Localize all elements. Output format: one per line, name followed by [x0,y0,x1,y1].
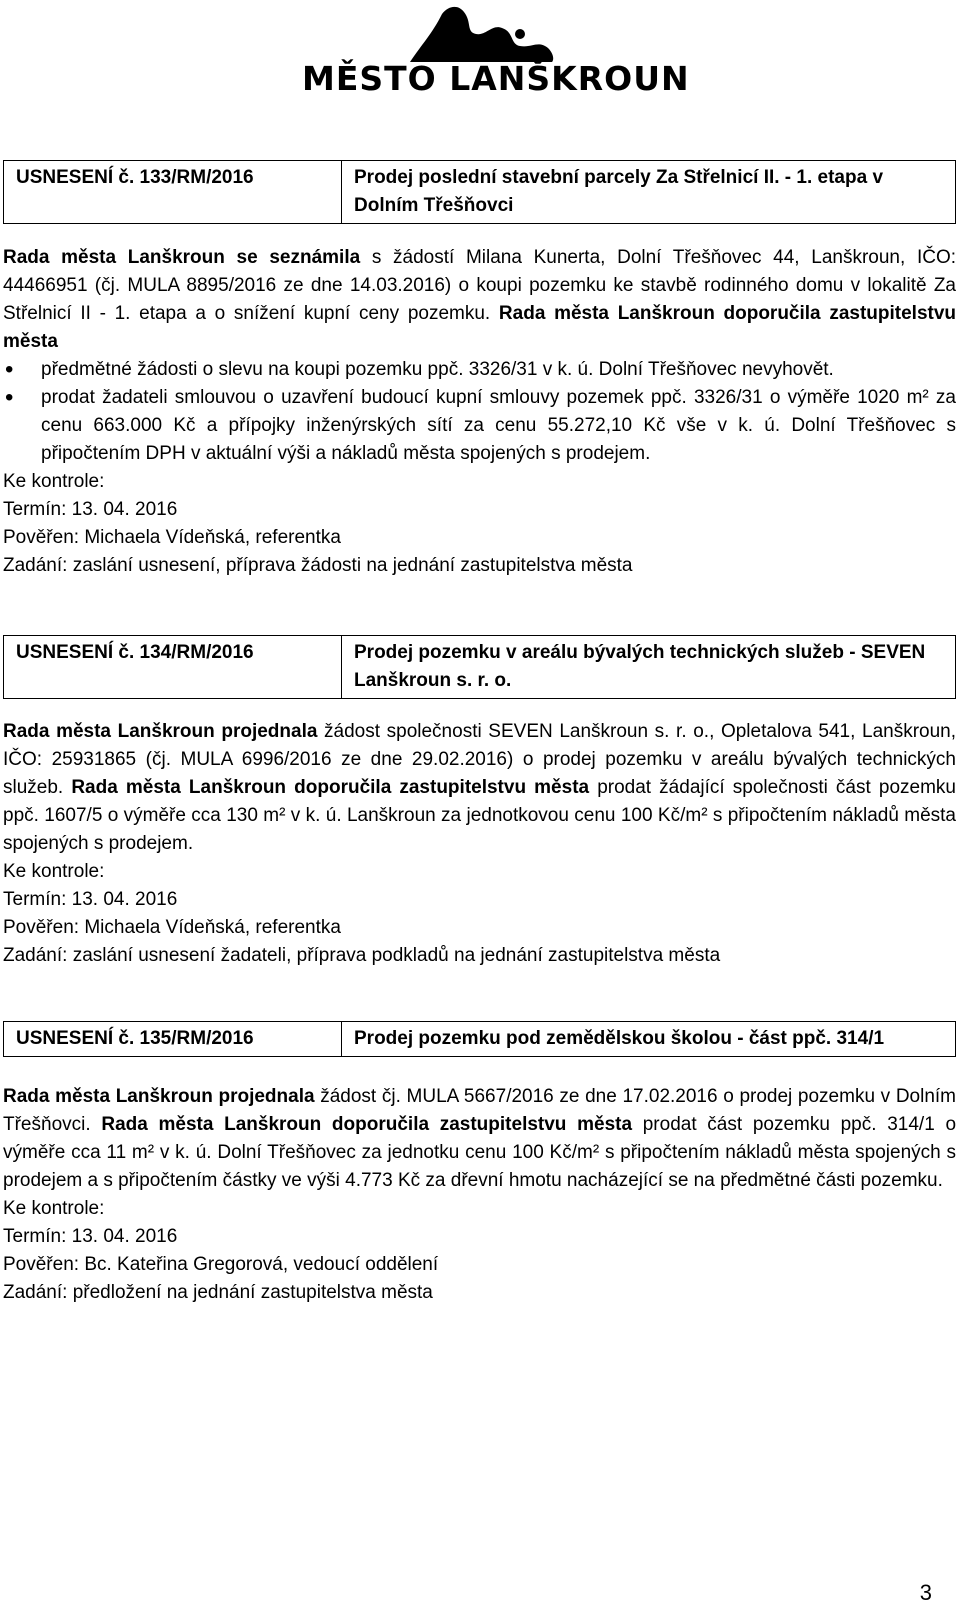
list-item: • předmětné žádosti o slevu na koupi pozemku ppč. 3326/31 v k. ú. Dolní Třešňovec nevyhovět. [3,356,956,384]
resolution-title: Prodej pozemku v areálu bývalých technických služeb - SEVEN Lanškroun s. r. o. [354,642,926,691]
task: Zadání: předložení na jednání zastupitelstva města [3,1282,433,1303]
assigned-person: Pověřen: Michaela Vídeňská, referentka [3,917,341,938]
city-logo [302,4,690,122]
lanskroun-emblem-icon [402,4,562,64]
resolution-intro: Rada města Lanškroun projednala žádost společnosti SEVEN Lanškroun s. r. o., Opletalova 541, Lanškroun, IČO: 25931865 (čj. MULA 6996/2016 ze dne 29.02.2016) o prodej pozemku v areálu bývalých technických služeb. Rada města Lanškroun doporučila zastupitelstvu města prodat žádající společnosti část pozemku ppč. 1607/5 o výměře cca 130 m² v k. ú. Lanškroun za jednotkovou cenu 100 Kč/m² s připočtením nákladů města spojených s prodejem. [3,721,957,854]
resolution-bullets [3,356,956,468]
deadline: Termín: 13. 04. 2016 [3,889,178,910]
control-label: Ke kontrole: [3,1198,105,1219]
resolution-intro: Rada města Lanškroun projednala žádost čj. MULA 5667/2016 ze dne 17.02.2016 o prodej pozemku v Dolním Třešňovci. Rada města Lanškroun doporučila zastupitelstvu města prodat část pozemku ppč. 314/1 o výměře cca 11 m² v k. ú. Dolní Třešňovec za jednotku cenu 100 Kč/m² s připočtením nákladů města spojených s prodejem a s připočtením částky ve výši 4.773 Kč za dřevní hmotu nacházející se na předmětné části pozemku. [3,1086,957,1191]
resolution-body-135 [3,1083,956,1307]
control-label: Ke kontrole: [3,471,105,492]
resolution-header-134 [3,635,956,699]
resolution-body-134 [3,718,956,970]
assigned-person: Pověřen: Michaela Vídeňská, referentka [3,527,341,548]
resolution-id: USNESENÍ č. 135/RM/2016 [16,1028,254,1049]
resolution-id: USNESENÍ č. 133/RM/2016 [16,167,254,188]
resolution-title: Prodej pozemku pod zemědělskou školou - část ppč. 314/1 [354,1028,885,1049]
page-number: 3 [919,1580,932,1605]
assigned-person: Pověřen: Bc. Kateřina Gregorová, vedoucí oddělení [3,1254,439,1275]
deadline: Termín: 13. 04. 2016 [3,1226,178,1247]
control-label: Ke kontrole: [3,861,105,882]
resolution-id: USNESENÍ č. 134/RM/2016 [16,642,254,663]
resolution-body-133 [3,244,956,580]
resolution-title: Prodej poslední stavební parcely Za Střelnicí II. - 1. etapa v Dolním Třešňovci [354,167,884,216]
resolution-header-133 [3,160,956,224]
resolution-header-135 [3,1021,956,1057]
task: Zadání: zaslání usnesení žadateli, příprava podkladů na jednání zastupitelstva města [3,945,721,966]
deadline: Termín: 13. 04. 2016 [3,499,178,520]
task: Zadání: zaslání usnesení, příprava žádosti na jednání zastupitelstva města [3,555,633,576]
list-item: • prodat žadateli smlouvou o uzavření budoucí kupní smlouvy pozemek ppč. 3326/31 o výměře 1020 m² za cenu 663.000 Kč a přípojky inženýrských sítí za cenu 55.272,10 Kč vše v k. ú. Dolní Třešňovec s připočtením DPH v aktuální výši a nákladů města spojených s prodejem. [3,384,956,468]
resolution-intro: Rada města Lanškroun se seznámila s žádostí Milana Kunerta, Dolní Třešňovec 44, Lanškroun, IČO: 44466951 (čj. MULA 8895/2016 ze dne 14.03.2016) o koupi pozemku ke stavbě rodinného domu v lokalitě Za Střelnicí II - 1. etapa a o snížení kupní ceny pozemku. Rada města Lanškroun doporučila zastupitelstvu města [3,247,957,352]
logo-text: MĚSTO LANŠKROUN [302,59,690,98]
